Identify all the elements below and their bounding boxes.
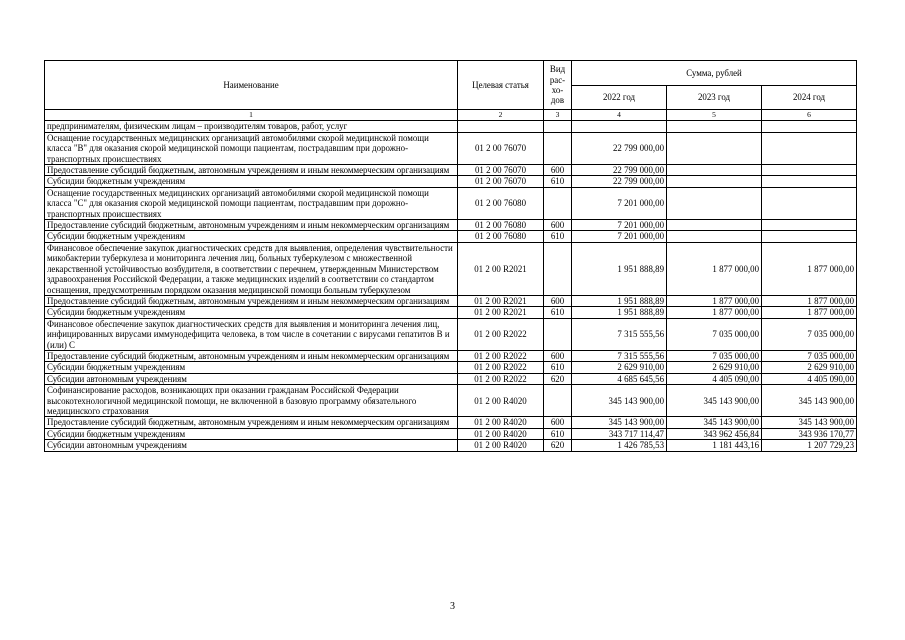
row-target-code: 01 2 00 R2022 bbox=[458, 350, 544, 361]
row-target-code: 01 2 00 R4020 bbox=[458, 428, 544, 439]
row-sum-2023: 7 035 000,00 bbox=[667, 350, 762, 361]
row-sum-2022: 345 143 900,00 bbox=[572, 417, 667, 428]
column-index: 4 bbox=[572, 110, 667, 121]
table-row bbox=[45, 428, 857, 439]
header-year-2022: 2022 год bbox=[572, 86, 667, 110]
row-expense-type: 600 bbox=[544, 295, 572, 306]
row-name: предпринимателям, физическим лицам – производителям товаров, работ, услуг bbox=[45, 121, 458, 132]
row-name: Предоставление субсидий бюджетным, автономным учреждениям и иным некоммерческим организациям bbox=[45, 295, 458, 306]
row-sum-2024: 2 629 910,00 bbox=[762, 362, 857, 373]
row-name: Финансовое обеспечение закупок диагностических средств для выявления, определения чувствительности микобактерии туберкулеза и мониторинга лечения лиц, больных туберкулезом с множественной лекарственной устойчивостью возбудителя, в соответствии с перечнем, утвержденным Министерством здравоохранения Российской Федерации, а также медицинских изделий в соответствии со стандартом оснащения, предусмотренным порядком оказания медицинской помощи больным туберкулезом bbox=[45, 242, 458, 295]
row-target-code: 01 2 00 76070 bbox=[458, 165, 544, 176]
row-sum-2024: 1 207 729,23 bbox=[762, 440, 857, 451]
row-sum-2022: 4 685 645,56 bbox=[572, 373, 667, 384]
row-sum-2023: 1 877 000,00 bbox=[667, 242, 762, 295]
row-sum-2023: 343 962 456,84 bbox=[667, 428, 762, 439]
header-vid: Вид рас- хо- дов bbox=[544, 61, 572, 110]
row-sum-2022: 1 951 888,89 bbox=[572, 307, 667, 318]
row-sum-2022: 7 315 555,56 bbox=[572, 350, 667, 361]
table-body bbox=[45, 121, 857, 451]
row-sum-2022: 22 799 000,00 bbox=[572, 132, 667, 164]
row-sum-2024: 1 877 000,00 bbox=[762, 295, 857, 306]
row-expense-type: 600 bbox=[544, 350, 572, 361]
row-target-code: 01 2 00 76080 bbox=[458, 231, 544, 242]
budget-table bbox=[44, 60, 857, 452]
row-name: Субсидии бюджетным учреждениям bbox=[45, 307, 458, 318]
row-sum-2022: 22 799 000,00 bbox=[572, 176, 667, 187]
row-expense-type: 610 bbox=[544, 307, 572, 318]
row-sum-2024 bbox=[762, 132, 857, 164]
header-sum: Сумма, рублей bbox=[572, 61, 857, 86]
row-sum-2023: 4 405 090,00 bbox=[667, 373, 762, 384]
row-sum-2023: 7 035 000,00 bbox=[667, 318, 762, 350]
row-target-code: 01 2 00 76070 bbox=[458, 132, 544, 164]
table-row bbox=[45, 350, 857, 361]
row-expense-type: 610 bbox=[544, 231, 572, 242]
row-name: Предоставление субсидий бюджетным, автономным учреждениям и иным некоммерческим организациям bbox=[45, 165, 458, 176]
column-index: 5 bbox=[667, 110, 762, 121]
row-target-code: 01 2 00 R4020 bbox=[458, 440, 544, 451]
row-sum-2022: 2 629 910,00 bbox=[572, 362, 667, 373]
row-sum-2024: 7 035 000,00 bbox=[762, 350, 857, 361]
row-sum-2023: 345 143 900,00 bbox=[667, 417, 762, 428]
row-sum-2024: 343 936 170,77 bbox=[762, 428, 857, 439]
row-sum-2022: 22 799 000,00 bbox=[572, 165, 667, 176]
row-sum-2024: 1 877 000,00 bbox=[762, 307, 857, 318]
table-row bbox=[45, 231, 857, 242]
row-sum-2024: 4 405 090,00 bbox=[762, 373, 857, 384]
row-expense-type: 610 bbox=[544, 362, 572, 373]
row-expense-type bbox=[544, 385, 572, 417]
row-sum-2022: 343 717 114,47 bbox=[572, 428, 667, 439]
header-year-2024: 2024 год bbox=[762, 86, 857, 110]
table-row bbox=[45, 242, 857, 295]
column-index: 6 bbox=[762, 110, 857, 121]
row-sum-2023 bbox=[667, 220, 762, 231]
row-name: Финансовое обеспечение закупок диагностических средств для выявления и мониторинга лечения лиц, инфицированных вирусами иммунодефицита человека, в том числе в сочетании с вирусами гепатитов В и (или) С bbox=[45, 318, 458, 350]
row-sum-2023 bbox=[667, 121, 762, 132]
row-target-code: 01 2 00 R4020 bbox=[458, 385, 544, 417]
row-target-code: 01 2 00 R2022 bbox=[458, 318, 544, 350]
row-target-code: 01 2 00 76070 bbox=[458, 176, 544, 187]
row-target-code: 01 2 00 R2021 bbox=[458, 242, 544, 295]
row-sum-2024 bbox=[762, 220, 857, 231]
row-expense-type bbox=[544, 121, 572, 132]
row-sum-2024: 345 143 900,00 bbox=[762, 385, 857, 417]
row-sum-2022: 7 201 000,00 bbox=[572, 231, 667, 242]
row-sum-2024: 1 877 000,00 bbox=[762, 242, 857, 295]
table-row bbox=[45, 220, 857, 231]
row-expense-type: 600 bbox=[544, 417, 572, 428]
row-sum-2022: 7 201 000,00 bbox=[572, 220, 667, 231]
row-expense-type bbox=[544, 318, 572, 350]
row-name: Субсидии бюджетным учреждениям bbox=[45, 428, 458, 439]
table-row bbox=[45, 307, 857, 318]
row-name: Софинансирование расходов, возникающих при оказании гражданам Российской Федерации высокотехнологичной медицинской помощи, не включенной в базовую программу обязательного медицинского страхования bbox=[45, 385, 458, 417]
column-index: 2 bbox=[458, 110, 544, 121]
row-name: Оснащение государственных медицинских организаций автомобилями скорой медицинской помощи класса "С" для оказания скорой медицинской помощи пациентам, пострадавшим при дорожно-транспортных происшествиях bbox=[45, 187, 458, 219]
row-sum-2022: 1 951 888,89 bbox=[572, 295, 667, 306]
row-expense-type: 610 bbox=[544, 428, 572, 439]
row-expense-type: 620 bbox=[544, 440, 572, 451]
header-year-2023: 2023 год bbox=[667, 86, 762, 110]
header-code: Целевая статья bbox=[458, 61, 544, 110]
row-name: Предоставление субсидий бюджетным, автономным учреждениям и иным некоммерческим организациям bbox=[45, 220, 458, 231]
row-sum-2024 bbox=[762, 165, 857, 176]
row-sum-2023 bbox=[667, 231, 762, 242]
row-expense-type: 620 bbox=[544, 373, 572, 384]
row-sum-2024 bbox=[762, 231, 857, 242]
row-expense-type: 600 bbox=[544, 220, 572, 231]
page-number: 3 bbox=[450, 601, 455, 612]
row-target-code: 01 2 00 76080 bbox=[458, 220, 544, 231]
row-sum-2022: 1 426 785,53 bbox=[572, 440, 667, 451]
row-expense-type bbox=[544, 132, 572, 164]
row-target-code: 01 2 00 R4020 bbox=[458, 417, 544, 428]
row-expense-type: 600 bbox=[544, 165, 572, 176]
table-row bbox=[45, 417, 857, 428]
table-row bbox=[45, 187, 857, 219]
row-sum-2023: 345 143 900,00 bbox=[667, 385, 762, 417]
row-name: Субсидии автономным учреждениям bbox=[45, 373, 458, 384]
header-name: Наименование bbox=[45, 61, 458, 110]
row-sum-2023 bbox=[667, 132, 762, 164]
table-row bbox=[45, 165, 857, 176]
row-sum-2024: 345 143 900,00 bbox=[762, 417, 857, 428]
row-name: Субсидии бюджетным учреждениям bbox=[45, 362, 458, 373]
row-sum-2022: 7 201 000,00 bbox=[572, 187, 667, 219]
row-target-code: 01 2 00 R2022 bbox=[458, 373, 544, 384]
table-row bbox=[45, 176, 857, 187]
table-row bbox=[45, 121, 857, 132]
row-sum-2022: 345 143 900,00 bbox=[572, 385, 667, 417]
row-sum-2023: 2 629 910,00 bbox=[667, 362, 762, 373]
row-name: Предоставление субсидий бюджетным, автономным учреждениям и иным некоммерческим организациям bbox=[45, 417, 458, 428]
column-index: 1 bbox=[45, 110, 458, 121]
row-expense-type: 610 bbox=[544, 176, 572, 187]
row-name: Субсидии бюджетным учреждениям bbox=[45, 176, 458, 187]
row-name: Предоставление субсидий бюджетным, автономным учреждениям и иным некоммерческим организациям bbox=[45, 350, 458, 361]
row-name: Субсидии бюджетным учреждениям bbox=[45, 231, 458, 242]
row-target-code bbox=[458, 121, 544, 132]
row-sum-2022 bbox=[572, 121, 667, 132]
table-row bbox=[45, 362, 857, 373]
row-target-code: 01 2 00 R2021 bbox=[458, 307, 544, 318]
row-sum-2023: 1 181 443,16 bbox=[667, 440, 762, 451]
row-sum-2023 bbox=[667, 165, 762, 176]
row-expense-type bbox=[544, 187, 572, 219]
row-sum-2023: 1 877 000,00 bbox=[667, 307, 762, 318]
row-sum-2023 bbox=[667, 176, 762, 187]
row-sum-2024 bbox=[762, 187, 857, 219]
table-row bbox=[45, 385, 857, 417]
row-sum-2023 bbox=[667, 187, 762, 219]
row-target-code: 01 2 00 76080 bbox=[458, 187, 544, 219]
column-index: 3 bbox=[544, 110, 572, 121]
row-expense-type bbox=[544, 242, 572, 295]
row-name: Субсидии автономным учреждениям bbox=[45, 440, 458, 451]
table-row bbox=[45, 132, 857, 164]
table-row bbox=[45, 440, 857, 451]
row-target-code: 01 2 00 R2021 bbox=[458, 295, 544, 306]
row-sum-2023: 1 877 000,00 bbox=[667, 295, 762, 306]
row-sum-2024: 7 035 000,00 bbox=[762, 318, 857, 350]
table-row bbox=[45, 318, 857, 350]
column-index-row bbox=[45, 110, 857, 121]
row-sum-2022: 7 315 555,56 bbox=[572, 318, 667, 350]
row-sum-2022: 1 951 888,89 bbox=[572, 242, 667, 295]
row-name: Оснащение государственных медицинских организаций автомобилями скорой медицинской помощи класса "В" для оказания скорой медицинской помощи пациентам, пострадавшим при дорожно-транспортных происшествиях bbox=[45, 132, 458, 164]
table-row bbox=[45, 373, 857, 384]
table-row bbox=[45, 295, 857, 306]
row-sum-2024 bbox=[762, 121, 857, 132]
row-sum-2024 bbox=[762, 176, 857, 187]
row-target-code: 01 2 00 R2022 bbox=[458, 362, 544, 373]
